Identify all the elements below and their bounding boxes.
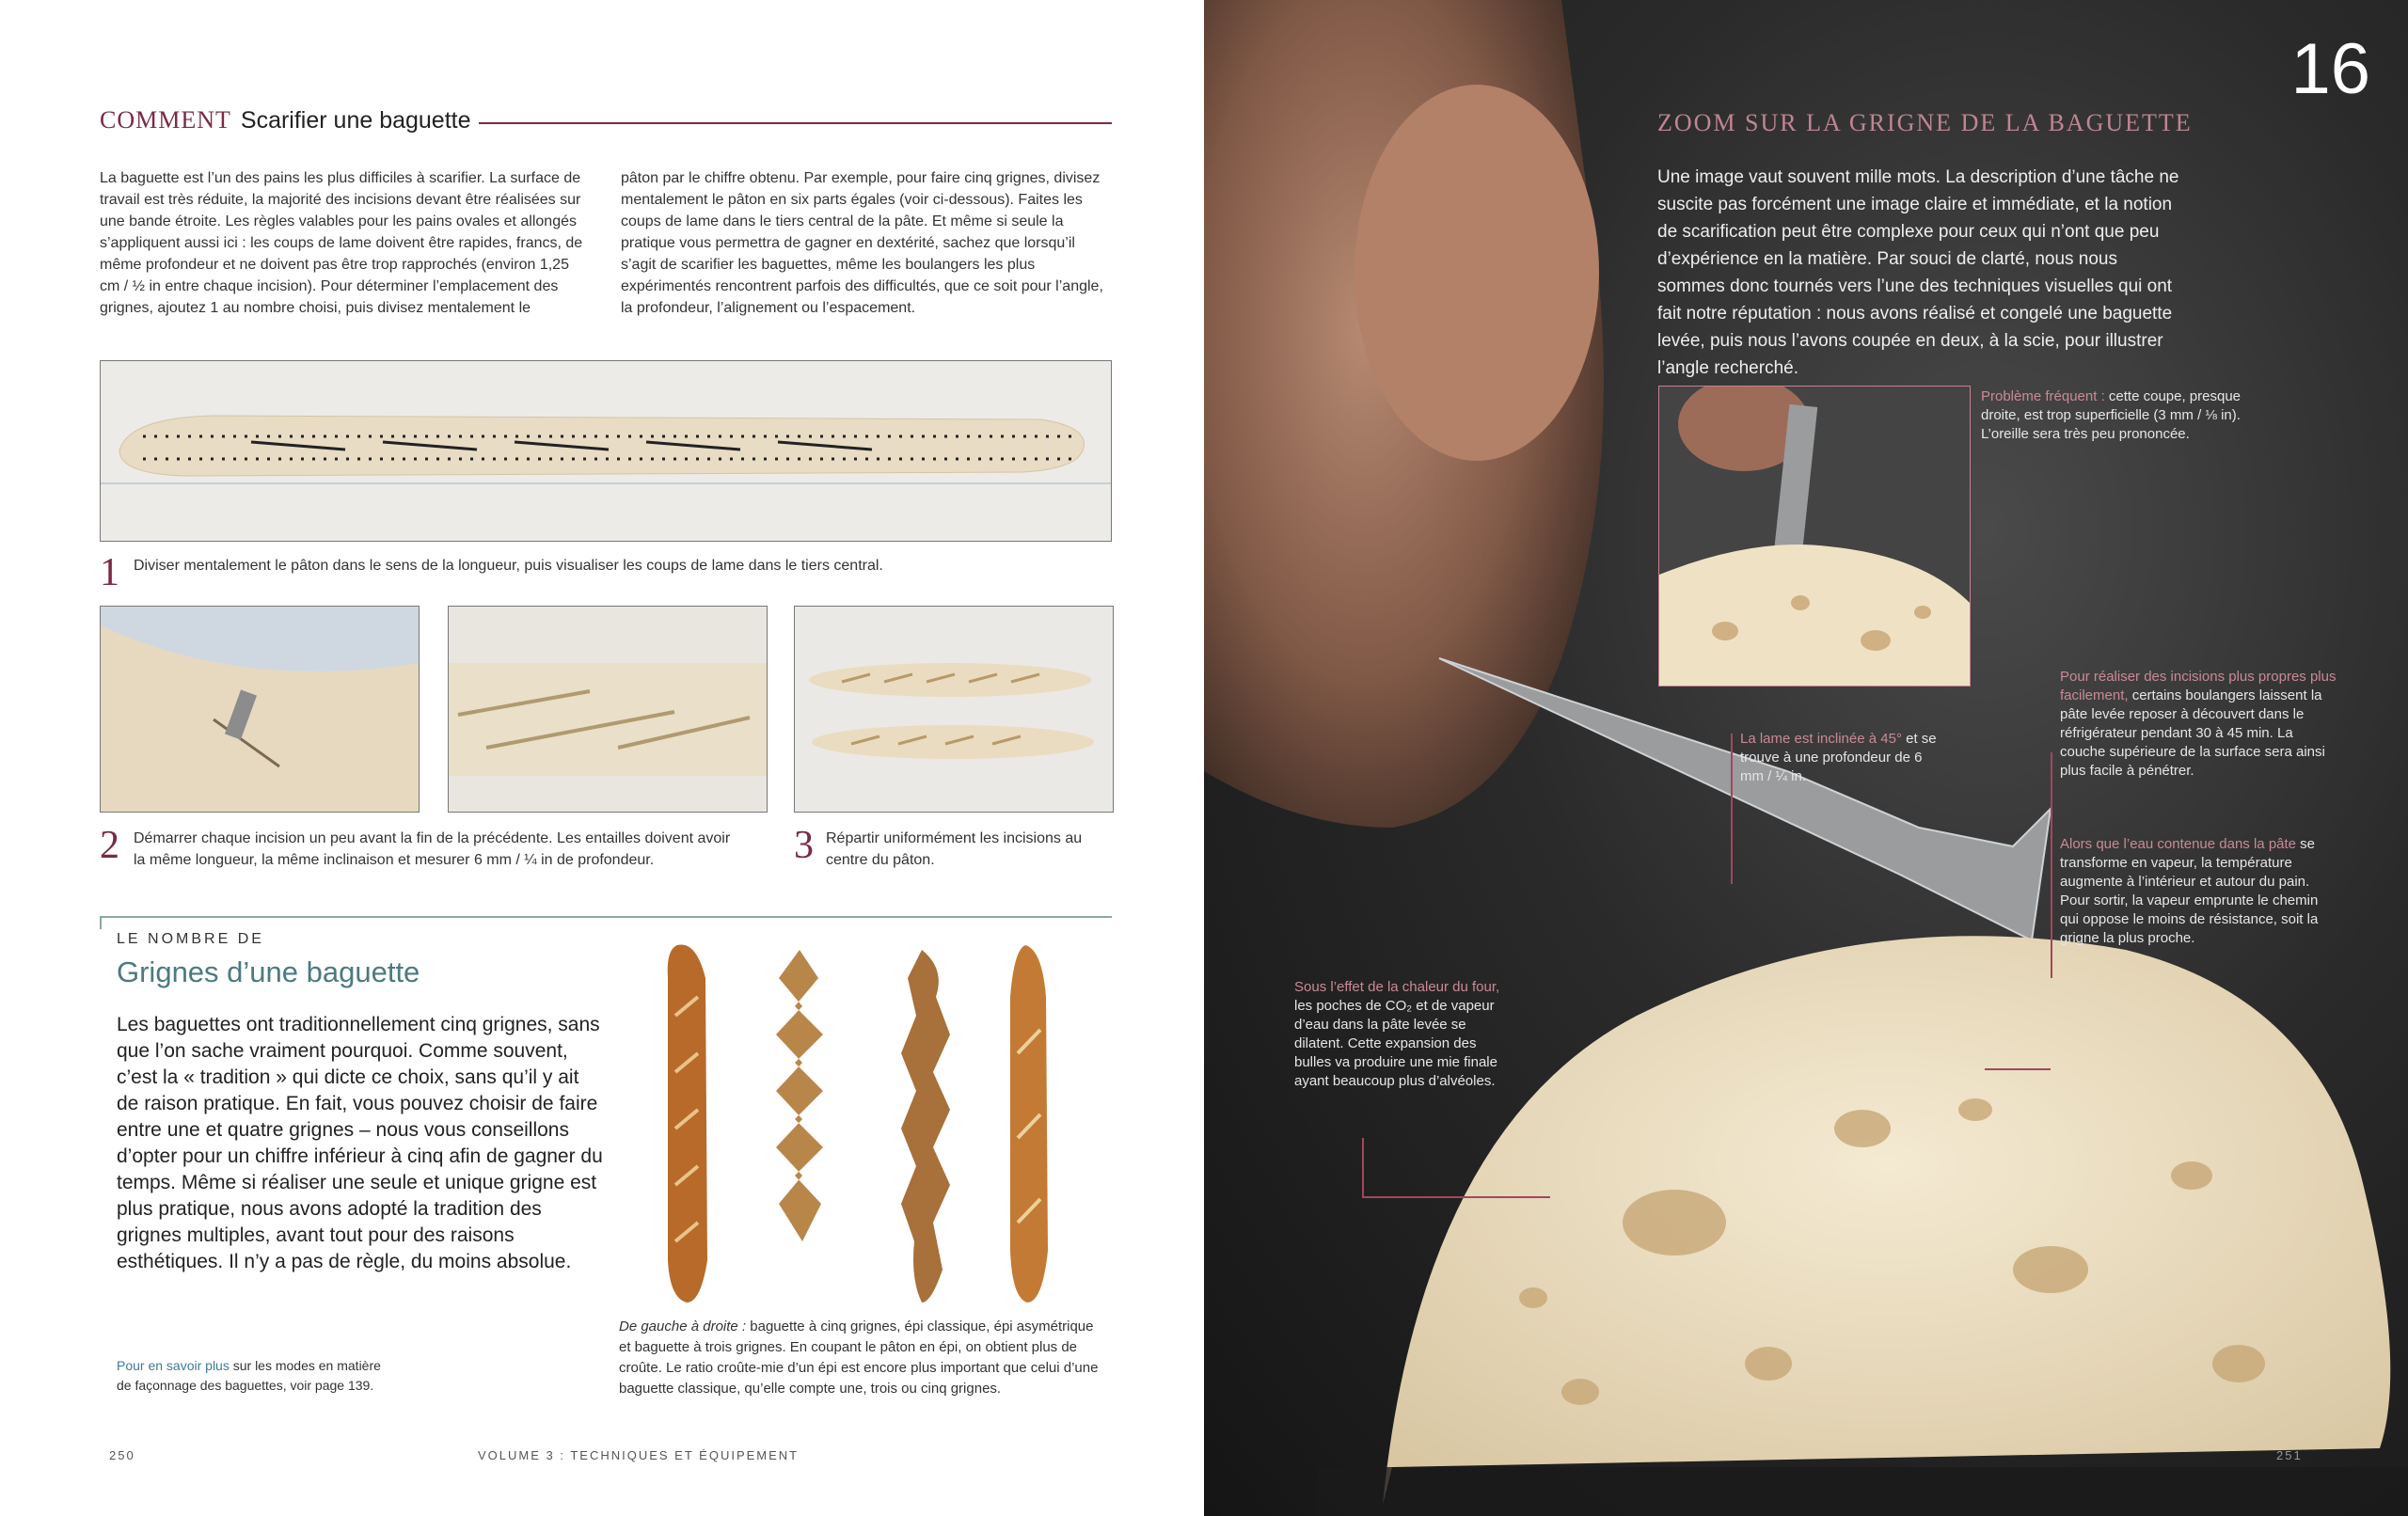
section-title: Grignes d’une baguette <box>117 955 420 988</box>
problem-annotation <box>1981 387 2244 444</box>
blade-text: et se trouve à une profondeur de 6 mm / ¼ in. <box>1740 731 1937 784</box>
baguette-diagram-photo <box>100 360 1112 542</box>
step-2-text: Démarrer chaque incision un peu avant la fin de la précédente. Les entailles doivent avoir la même longueur, la même inclinaison et mesurer 6 mm / ¼ in de profondeur. <box>134 830 731 868</box>
bread-cross-section <box>1383 936 2390 1505</box>
thumb-shape <box>1354 85 1599 461</box>
baguette-trois-grignes <box>1010 945 1048 1303</box>
step-2-number: 2 <box>100 824 119 867</box>
problem-text: cette coupe, presque droite, est trop superficielle (3 mm / ⅛ in). L’oreille sera très peu prononcée. <box>1981 388 2242 442</box>
water-leader-line <box>1985 1068 2051 1072</box>
clean-cut-text: certains boulangers laissent la pâte levée reposer à découvert dans le réfrigérateur pendant 30 à 45 min. La couche supérieure de la surface sera ainsi plus facile à pénétrer. <box>2060 687 2325 779</box>
section-header <box>100 102 1112 139</box>
baguette-five-grignes <box>668 944 707 1303</box>
intro-column-1: La baguette est l’un des pains les plus difficiles à scarifier. La surface de travail est très réduite, la majorité des incisions devant être réalisées sur une bande étroite. Les règles valables pour les pains ovales et allongés s’appliquent aussi ici : les coups de lame doivent être rapides, francs, de même profondeur et ne doivent pas être trop rapprochés (environ 1,25 cm / ½ in entre chaque incision). Pour déterminer l’emplacement des grignes, ajoutez 1 au nombre choisi, puis divisez mentalement le <box>100 170 583 316</box>
running-footer: VOLUME 3 : TECHNIQUES ET ÉQUIPEMENT <box>478 1448 800 1462</box>
baguette-variants-photo <box>640 940 1091 1307</box>
baguette-diagram <box>101 361 1111 541</box>
heat-leader-line-h <box>1362 1196 1550 1200</box>
water-label: Alors que l’eau contenue dans la pâte <box>2060 836 2297 852</box>
step-2-photo <box>100 606 420 813</box>
chapter-number: 16 <box>2290 29 2370 109</box>
clean-cut-annotation <box>2060 668 2342 781</box>
inset-illustration <box>1659 387 1970 686</box>
step-2-illustration <box>101 607 419 812</box>
section-kicker: LE NOMBRE DE <box>117 931 264 947</box>
photo-caption <box>619 1317 1108 1399</box>
right-page-number: 251 <box>2276 1448 2303 1462</box>
right-page <box>1204 0 2408 1516</box>
heat-annotation <box>1294 978 1511 1091</box>
caption-italic: De gauche à droite : <box>619 1319 747 1334</box>
header-rule <box>479 122 1112 124</box>
see-more-link[interactable]: Pour en savoir plus <box>117 1358 230 1373</box>
left-page-number: 250 <box>109 1448 135 1462</box>
step-2b-photo <box>448 606 768 813</box>
problem-label: Problème fréquent : <box>1981 388 2105 404</box>
intro-column-2: pâton par le chiffre obtenu. Par exemple, pour faire cinq grignes, divisez mentalement le pâton en six parts égales (voir ci-dessous). Faites les coups de lame dans le tiers central de la pâte. Et même si seule la pratique vous permettra de gagner en dextérité, sachez que lorsqu’il s’agit de scarifier les baguettes, même les boulangers les plus expérimentés rencontrent parfois des difficultés, que ce soit pour l’angle, la profondeur, l’alignement ou l’espacement. <box>621 170 1103 316</box>
clean-leader-line <box>2051 752 2054 978</box>
inset-problem-photo <box>1658 386 1971 687</box>
step-1-text: Diviser mentalement le pâton dans le sens de la longueur, puis visualiser les coups de lame dans le tiers central. <box>134 558 883 574</box>
step-3-text: Répartir uniformément les incisions au centre du pâton. <box>826 830 1083 868</box>
step-3-photo <box>794 606 1114 813</box>
two-baguettes-illustration <box>795 607 1113 812</box>
scored-dough-illustration <box>449 607 767 812</box>
blade-shape <box>1439 658 2051 940</box>
header-keyword: COMMENT <box>100 106 231 134</box>
clean-cut-label: Pour réaliser des incisions plus propres plus facilement, <box>2060 669 2337 703</box>
caption-text: baguette à cinq grignes, épi classique, épi asymétrique et baguette à trois grignes. En coupant le pâton en épi, on obtient plus de croûte. Le ratio croûte-mie d’un épi est encore plus important que celui d’une baguette classique, qu’elle compte une, trois ou cinq grignes. <box>619 1319 1099 1397</box>
heat-text: les poches de CO₂ et de vapeur d’eau dans la pâte levée se dilatent. Cette expansion des bulles va produire une mie finale ayant beaucoup plus d’alvéoles. <box>1294 998 1497 1089</box>
heat-leader-line <box>1362 1138 1366 1198</box>
epi-asymetrique <box>901 950 950 1303</box>
section-tick <box>100 916 113 929</box>
blade-leader-line <box>1731 734 1735 884</box>
water-annotation <box>2060 835 2323 948</box>
see-more-text: sur les modes en matière de façonnage des baguettes, voir page 139. <box>117 1358 381 1393</box>
heat-label: Sous l’effet de la chaleur du four, <box>1294 979 1500 995</box>
see-more-note <box>117 1356 399 1396</box>
section-body: Les baguettes ont traditionnellement cinq grignes, sans que l’on sache vraiment pourquoi. Comme souvent, c’est la « tradition » qui dicte ce choix, sans qu’il y ait de raison pratique. En fait, vous pouvez choisir de faire entre une et quatre grignes – nous vous conseillons d’opter pour un chiffre inférieur à cinq afin de gagner du temps. Même si réaliser une seule et unique grigne est plus pratique, nous avons adopté la tradition des grignes multiples, avant tout pour des raisons esthétiques. Il n’y a pas de règle, du moins absolue. <box>117 1014 603 1272</box>
epi-classique <box>776 950 823 1241</box>
step-1-number: 1 <box>100 551 119 594</box>
section-rule <box>100 916 1112 918</box>
water-text: se transforme en vapeur, la température augmente à l’intérieur et autour du pain. Pour sortir, la vapeur emprunte le chemin qui oppose le moins de résistance, soit la grigne la plus proche. <box>2060 836 2319 946</box>
blade-label: La lame est inclinée à 45° <box>1740 731 1902 747</box>
header-title: Scarifier une baguette <box>240 106 471 134</box>
blade-annotation <box>1740 730 1938 786</box>
step-3-number: 3 <box>794 824 814 867</box>
zoom-title: ZOOM SUR LA GRIGNE DE LA BAGUETTE <box>1657 109 2193 136</box>
zoom-body: Une image vaut souvent mille mots. La description d’une tâche ne suscite pas forcément une image claire et immédiate, et la notion de scarification peut être complexe pour ceux qui n’ont que peu d’expérience en la matière. Par souci de clarté, nous nous sommes donc tournés vers l’une des techniques visuelles qui ont fait notre réputation : nous avons réalisé et congelé une baguette levée, puis nous l’avons coupée en deux, à la scie, pour illustrer l’angle recherché. <box>1657 167 2179 378</box>
